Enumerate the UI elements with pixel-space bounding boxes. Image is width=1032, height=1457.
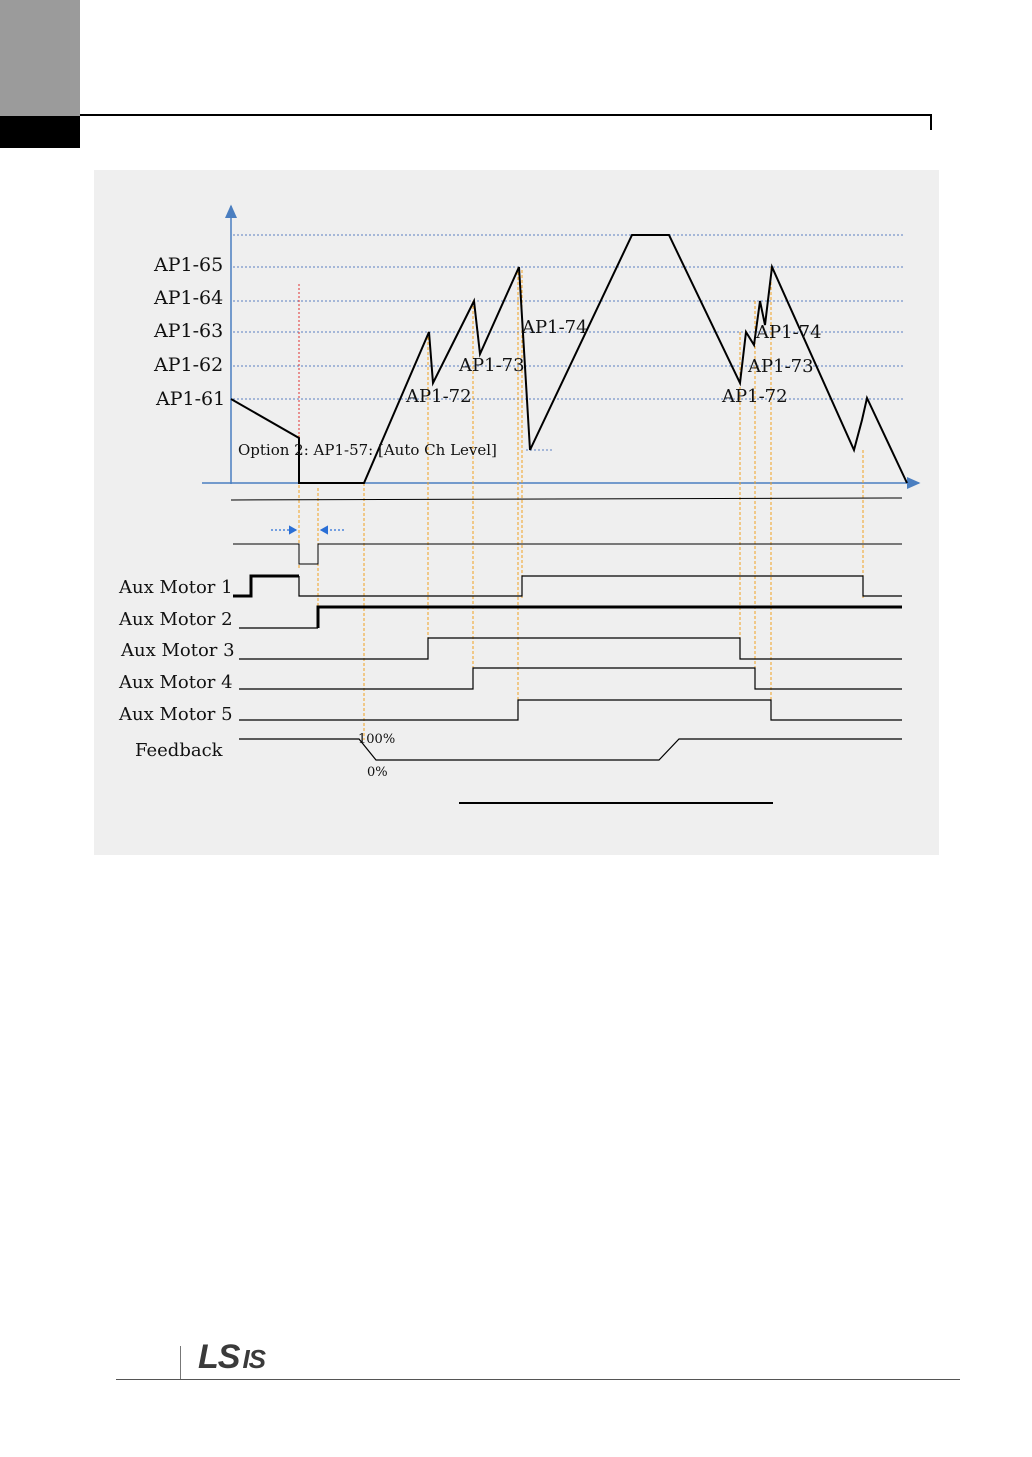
level-label-62: AP1-62 (154, 354, 224, 376)
stage-down-label-72: AP1-72 (722, 386, 788, 407)
company-logo (198, 1338, 265, 1377)
signal-label-aux-motor-5: Aux Motor 5 (119, 704, 233, 725)
stage-down-label-73: AP1-73 (748, 356, 814, 377)
option-annotation: Option 2: AP1-57: [Auto Ch Level] (238, 441, 497, 459)
signal-label-aux-motor-1: Aux Motor 1 (119, 577, 233, 598)
stage-down-label-74: AP1-74 (756, 322, 822, 343)
timing-diagram-canvas (94, 170, 939, 855)
level-label-65: AP1-65 (154, 254, 224, 276)
stage-up-label-73: AP1-73 (459, 355, 525, 376)
signal-label-aux-motor-4: Aux Motor 4 (119, 672, 233, 693)
feedback-mark-high: 100% (358, 732, 396, 747)
timing-diagram (94, 170, 939, 855)
signal-label-aux-motor-2: Aux Motor 2 (119, 609, 233, 630)
header-rule (80, 114, 932, 116)
footer-rule (116, 1379, 960, 1380)
aux-motor-4-trace (239, 668, 902, 689)
logo-main: LS (198, 1338, 240, 1376)
aux-motor-2-trace-on (318, 607, 902, 628)
aux-motor-3-trace (239, 638, 902, 659)
chapter-tab-marker (0, 116, 80, 148)
aux-motor-1-trace-cont (299, 576, 902, 596)
chapter-tab (0, 0, 80, 116)
level-label-63: AP1-63 (154, 320, 224, 342)
aux-motor-5-trace (239, 700, 902, 720)
feedback-trace (239, 739, 902, 760)
logo-sub: IS (242, 1344, 266, 1374)
level-label-64: AP1-64 (154, 287, 224, 309)
signal-label-aux-motor-3: Aux Motor 3 (121, 640, 235, 661)
aux-motor-1-trace (233, 576, 299, 596)
signal-label-feedback: Feedback (135, 740, 223, 761)
level-label-61: AP1-61 (156, 388, 226, 410)
stage-up-label-74: AP1-74 (522, 317, 588, 338)
timing-baseline (231, 498, 902, 500)
footer-separator (180, 1346, 181, 1380)
changeover-pulse (233, 544, 902, 564)
feedback-mark-low: 0% (367, 765, 388, 780)
header-rule-tick (930, 114, 932, 130)
stage-up-label-72: AP1-72 (406, 386, 472, 407)
